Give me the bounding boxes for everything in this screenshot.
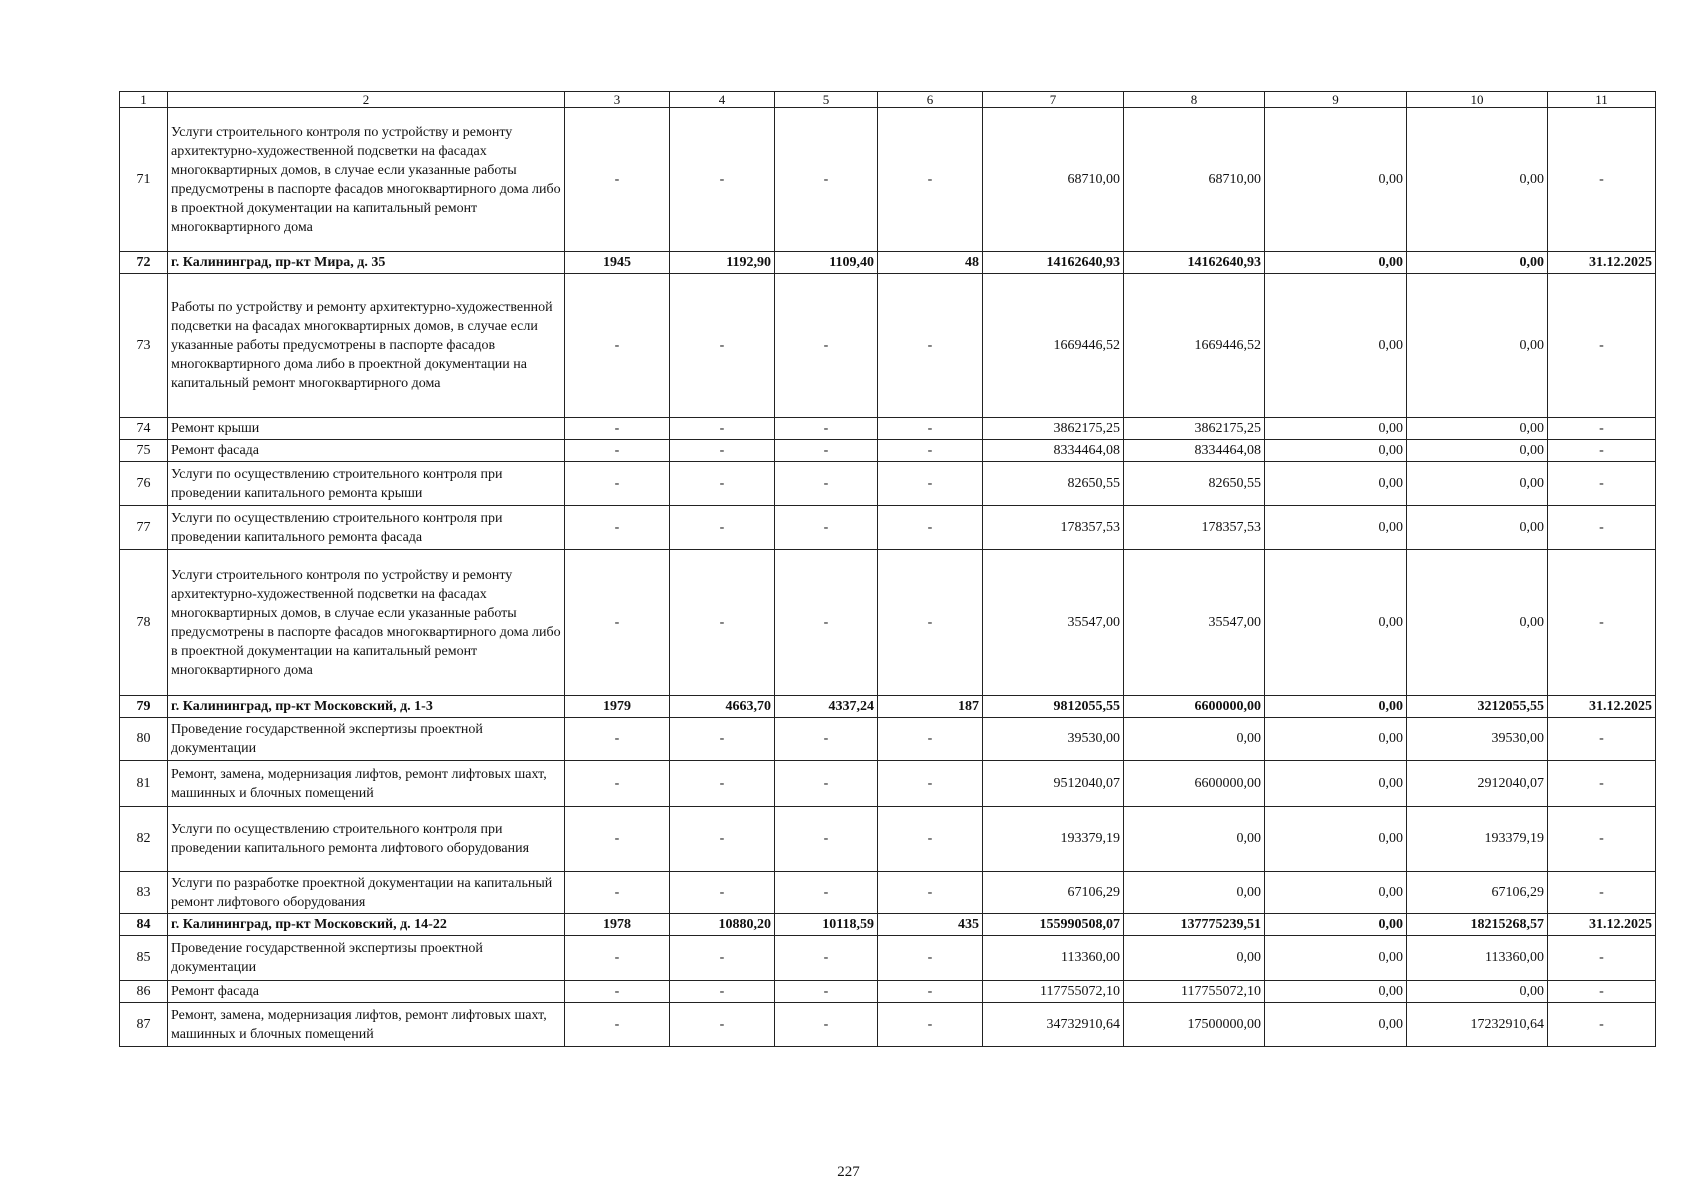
work-description: Услуги строительного контроля по устройству и ремонту архитектурно-художественной подсветки на фасадах многоквартирных домов, в случае если указанные работы предусмотрены в паспорте фасадов многоквартирного дома либо в проектной документации на капитальный ремонт многоквартирного дома [168,550,565,696]
col-11-value: 31.12.2025 [1548,696,1656,718]
column-header: 10 [1407,92,1548,108]
col-9-amount: 0,00 [1265,696,1407,718]
table-row [120,1003,1656,1047]
table-row [120,807,1656,872]
col-7-amount: 9512040,07 [983,761,1124,807]
col-7-amount: 113360,00 [983,936,1124,981]
col-5-value: - [775,462,878,506]
column-header: 2 [168,92,565,108]
col-5-value: - [775,872,878,914]
table-row [120,550,1656,696]
row-number: 84 [120,914,168,936]
column-header: 3 [565,92,670,108]
col-11-value: - [1548,418,1656,440]
col-3-value: - [565,506,670,550]
col-9-amount: 0,00 [1265,981,1407,1003]
table-row [120,872,1656,914]
col-6-value: - [878,761,983,807]
col-7-amount: 1669446,52 [983,274,1124,418]
column-header: 5 [775,92,878,108]
col-7-amount: 34732910,64 [983,1003,1124,1047]
row-number: 79 [120,696,168,718]
table-row [120,440,1656,462]
col-4-value: - [670,1003,775,1047]
row-number: 83 [120,872,168,914]
col-11-value: - [1548,274,1656,418]
row-number: 71 [120,108,168,252]
col-8-amount: 178357,53 [1124,506,1265,550]
col-10-amount: 0,00 [1407,550,1548,696]
column-header: 4 [670,92,775,108]
address-cell: г. Калининград, пр-кт Московский, д. 1-3 [168,696,565,718]
table-row [120,506,1656,550]
col-6-value: - [878,1003,983,1047]
work-description: Услуги по осуществлению строительного контроля при проведении капитального ремонта лифтового оборудования [168,807,565,872]
col-5-value: - [775,418,878,440]
document-table [119,91,1656,1047]
address-row [120,252,1656,274]
work-description: Ремонт фасада [168,981,565,1003]
col-3-value: 1945 [565,252,670,274]
col-6-value: 48 [878,252,983,274]
col-11-value: - [1548,440,1656,462]
column-header: 7 [983,92,1124,108]
col-9-amount: 0,00 [1265,807,1407,872]
address-cell: г. Калининград, пр-кт Московский, д. 14-22 [168,914,565,936]
work-description: Проведение государственной экспертизы проектной документации [168,718,565,761]
col-10-amount: 3212055,55 [1407,696,1548,718]
col-4-value: - [670,462,775,506]
col-5-value: - [775,550,878,696]
table-row [120,761,1656,807]
col-6-value: - [878,274,983,418]
column-header: 8 [1124,92,1265,108]
col-4-value: - [670,418,775,440]
column-header: 9 [1265,92,1407,108]
col-11-value: - [1548,462,1656,506]
table-body [120,92,1656,1047]
col-3-value: - [565,418,670,440]
col-5-value: - [775,506,878,550]
table-row [120,418,1656,440]
col-7-amount: 67106,29 [983,872,1124,914]
col-11-value: - [1548,981,1656,1003]
col-10-amount: 17232910,64 [1407,1003,1548,1047]
col-3-value: - [565,550,670,696]
col-9-amount: 0,00 [1265,718,1407,761]
address-row [120,696,1656,718]
col-6-value: - [878,936,983,981]
col-8-amount: 3862175,25 [1124,418,1265,440]
col-6-value: - [878,108,983,252]
row-number: 75 [120,440,168,462]
col-3-value: - [565,108,670,252]
column-number-header-row [120,92,1656,108]
col-7-amount: 82650,55 [983,462,1124,506]
row-number: 76 [120,462,168,506]
col-5-value: - [775,1003,878,1047]
col-4-value: 10880,20 [670,914,775,936]
work-description: Проведение государственной экспертизы проектной документации [168,936,565,981]
col-5-value: - [775,718,878,761]
col-8-amount: 1669446,52 [1124,274,1265,418]
col-9-amount: 0,00 [1265,936,1407,981]
col-9-amount: 0,00 [1265,418,1407,440]
page-number: 227 [837,1164,860,1180]
table-row [120,718,1656,761]
col-5-value: - [775,108,878,252]
col-4-value: - [670,761,775,807]
col-11-value: - [1548,506,1656,550]
table-row [120,462,1656,506]
col-7-amount: 155990508,07 [983,914,1124,936]
col-6-value: - [878,440,983,462]
table-row [120,936,1656,981]
col-3-value: - [565,274,670,418]
row-number: 78 [120,550,168,696]
col-6-value: 187 [878,696,983,718]
col-5-value: - [775,761,878,807]
col-4-value: - [670,506,775,550]
col-8-amount: 17500000,00 [1124,1003,1265,1047]
col-8-amount: 68710,00 [1124,108,1265,252]
col-4-value: - [670,872,775,914]
col-5-value: - [775,981,878,1003]
col-4-value: - [670,936,775,981]
work-description: Ремонт фасада [168,440,565,462]
col-8-amount: 0,00 [1124,872,1265,914]
address-cell: г. Калининград, пр-кт Мира, д. 35 [168,252,565,274]
col-8-amount: 0,00 [1124,936,1265,981]
col-9-amount: 0,00 [1265,440,1407,462]
col-7-amount: 68710,00 [983,108,1124,252]
col-4-value: - [670,718,775,761]
col-6-value: - [878,462,983,506]
row-number: 87 [120,1003,168,1047]
col-10-amount: 0,00 [1407,506,1548,550]
col-5-value: - [775,807,878,872]
address-row [120,914,1656,936]
row-number: 81 [120,761,168,807]
col-9-amount: 0,00 [1265,274,1407,418]
work-description: Услуги по разработке проектной документации на капитальный ремонт лифтового оборудования [168,872,565,914]
col-7-amount: 14162640,93 [983,252,1124,274]
col-11-value: - [1548,761,1656,807]
col-7-amount: 117755072,10 [983,981,1124,1003]
row-number: 85 [120,936,168,981]
col-8-amount: 0,00 [1124,718,1265,761]
col-9-amount: 0,00 [1265,506,1407,550]
col-6-value: - [878,550,983,696]
col-3-value: - [565,981,670,1003]
col-4-value: - [670,981,775,1003]
col-8-amount: 6600000,00 [1124,761,1265,807]
col-7-amount: 3862175,25 [983,418,1124,440]
col-5-value: 4337,24 [775,696,878,718]
col-5-value: - [775,936,878,981]
work-description: Услуги по осуществлению строительного контроля при проведении капитального ремонта крыши [168,462,565,506]
col-9-amount: 0,00 [1265,872,1407,914]
col-5-value: 10118,59 [775,914,878,936]
col-8-amount: 82650,55 [1124,462,1265,506]
col-6-value: - [878,807,983,872]
col-5-value: - [775,274,878,418]
work-description: Услуги строительного контроля по устройству и ремонту архитектурно-художественной подсветки на фасадах многоквартирных домов, в случае если указанные работы предусмотрены в паспорте фасадов многоквартирного дома либо в проектной документации на капитальный ремонт многоквартирного дома [168,108,565,252]
col-4-value: 4663,70 [670,696,775,718]
col-10-amount: 0,00 [1407,252,1548,274]
col-10-amount: 67106,29 [1407,872,1548,914]
col-8-amount: 35547,00 [1124,550,1265,696]
table-row [120,108,1656,252]
row-number: 80 [120,718,168,761]
col-9-amount: 0,00 [1265,550,1407,696]
col-6-value: - [878,718,983,761]
col-4-value: - [670,274,775,418]
row-number: 73 [120,274,168,418]
col-9-amount: 0,00 [1265,761,1407,807]
col-10-amount: 0,00 [1407,440,1548,462]
col-6-value: 435 [878,914,983,936]
col-4-value: - [670,440,775,462]
col-8-amount: 6600000,00 [1124,696,1265,718]
col-3-value: - [565,462,670,506]
column-header: 1 [120,92,168,108]
row-number: 74 [120,418,168,440]
col-11-value: 31.12.2025 [1548,252,1656,274]
col-11-value: - [1548,550,1656,696]
row-number: 86 [120,981,168,1003]
col-8-amount: 0,00 [1124,807,1265,872]
col-6-value: - [878,418,983,440]
table-row [120,981,1656,1003]
work-description: Работы по устройству и ремонту архитектурно-художественной подсветки на фасадах многоквартирных домов, в случае если указанные работы предусмотрены в паспорте фасадов многоквартирного дома либо в проектной документации на капитальный ремонт многоквартирного дома [168,274,565,418]
work-description: Услуги по осуществлению строительного контроля при проведении капитального ремонта фасада [168,506,565,550]
col-10-amount: 0,00 [1407,981,1548,1003]
row-number: 82 [120,807,168,872]
column-header: 6 [878,92,983,108]
row-number: 77 [120,506,168,550]
column-header: 11 [1548,92,1656,108]
col-3-value: 1979 [565,696,670,718]
col-10-amount: 193379,19 [1407,807,1548,872]
col-8-amount: 117755072,10 [1124,981,1265,1003]
col-10-amount: 2912040,07 [1407,761,1548,807]
row-number: 72 [120,252,168,274]
col-8-amount: 14162640,93 [1124,252,1265,274]
table-row [120,274,1656,418]
col-3-value: - [565,807,670,872]
col-11-value: - [1548,718,1656,761]
col-3-value: - [565,936,670,981]
col-3-value: - [565,440,670,462]
col-6-value: - [878,506,983,550]
col-11-value: - [1548,936,1656,981]
col-4-value: 1192,90 [670,252,775,274]
col-10-amount: 0,00 [1407,418,1548,440]
col-4-value: - [670,807,775,872]
col-9-amount: 0,00 [1265,1003,1407,1047]
col-7-amount: 35547,00 [983,550,1124,696]
col-10-amount: 113360,00 [1407,936,1548,981]
col-5-value: - [775,440,878,462]
col-10-amount: 0,00 [1407,108,1548,252]
col-4-value: - [670,108,775,252]
col-3-value: 1978 [565,914,670,936]
col-11-value: 31.12.2025 [1548,914,1656,936]
col-6-value: - [878,981,983,1003]
col-10-amount: 18215268,57 [1407,914,1548,936]
col-8-amount: 137775239,51 [1124,914,1265,936]
col-6-value: - [878,872,983,914]
col-3-value: - [565,1003,670,1047]
col-7-amount: 8334464,08 [983,440,1124,462]
col-11-value: - [1548,1003,1656,1047]
col-10-amount: 39530,00 [1407,718,1548,761]
col-7-amount: 178357,53 [983,506,1124,550]
col-11-value: - [1548,108,1656,252]
col-3-value: - [565,872,670,914]
col-9-amount: 0,00 [1265,914,1407,936]
col-4-value: - [670,550,775,696]
col-9-amount: 0,00 [1265,462,1407,506]
work-description: Ремонт, замена, модернизация лифтов, ремонт лифтовых шахт, машинных и блочных помещений [168,1003,565,1047]
work-description: Ремонт, замена, модернизация лифтов, ремонт лифтовых шахт, машинных и блочных помещений [168,761,565,807]
col-5-value: 1109,40 [775,252,878,274]
col-7-amount: 39530,00 [983,718,1124,761]
col-9-amount: 0,00 [1265,252,1407,274]
col-10-amount: 0,00 [1407,462,1548,506]
col-7-amount: 193379,19 [983,807,1124,872]
work-description: Ремонт крыши [168,418,565,440]
col-11-value: - [1548,807,1656,872]
col-3-value: - [565,718,670,761]
col-11-value: - [1548,872,1656,914]
col-7-amount: 9812055,55 [983,696,1124,718]
col-9-amount: 0,00 [1265,108,1407,252]
col-3-value: - [565,761,670,807]
col-10-amount: 0,00 [1407,274,1548,418]
col-8-amount: 8334464,08 [1124,440,1265,462]
